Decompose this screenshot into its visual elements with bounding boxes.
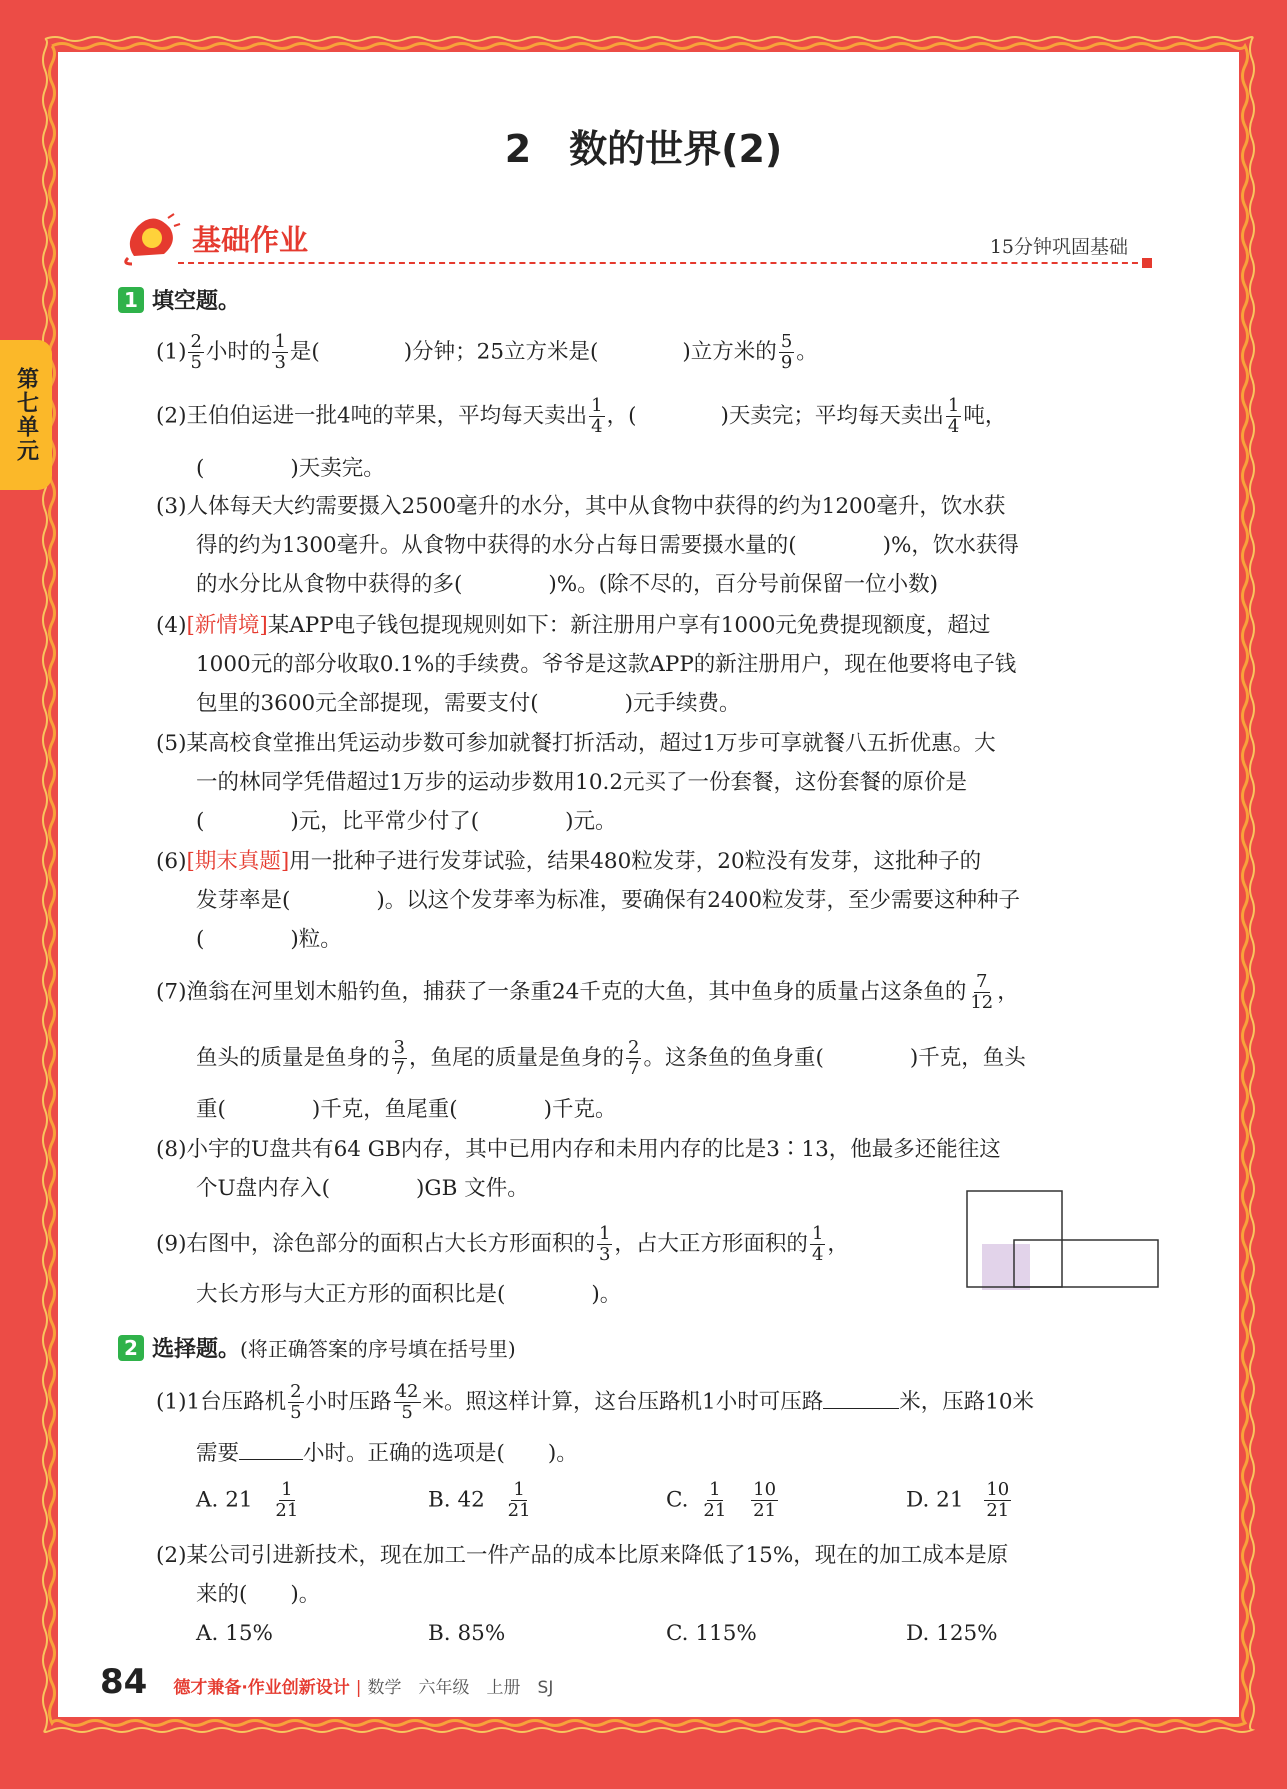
text: 。 — [796, 339, 818, 365]
shaded-overlap — [982, 1244, 1030, 1290]
numerator: 1 — [513, 1479, 525, 1500]
numerator: 1 — [709, 1479, 721, 1500]
page-title: 2 数的世界(2) — [504, 127, 783, 171]
q1-item-8-line-1: (8)小宇的U盘共有64 GB内存，其中已用内存和未用内存的比是3∶13，他最多还能往这 — [156, 1137, 1001, 1162]
fraction — [984, 1480, 1011, 1521]
fraction — [968, 972, 995, 1013]
text: 鱼头的质量是鱼身的 — [196, 1045, 390, 1071]
q1-item-5-line-2: 一的林同学凭借超过1万步的运动步数用10.2元买了一份套餐，这份套餐的原价是 — [196, 770, 968, 795]
option-a[interactable] — [196, 1480, 302, 1521]
denominator: 12 — [970, 992, 994, 1013]
denominator: 4 — [947, 416, 960, 437]
text: )天卖完；平均每天卖出 — [720, 403, 944, 429]
numerator: 2 — [290, 1381, 302, 1402]
text: )分钟；25立方米是( — [403, 339, 599, 365]
rectangle-square-diagram — [966, 1190, 1160, 1290]
fraction — [810, 1224, 825, 1265]
text: ， — [997, 979, 1019, 1005]
q1-item-8-line-2: 个U盘内存入( )GB 文件。 — [196, 1176, 529, 1201]
fraction — [701, 1480, 728, 1521]
fraction — [392, 1038, 407, 1079]
numerator: 10 — [753, 1479, 777, 1500]
fraction — [597, 1224, 612, 1265]
option-label: C. — [666, 1487, 689, 1513]
answer-blank[interactable] — [823, 1390, 899, 1409]
fraction — [506, 1480, 533, 1521]
q1-item-1 — [156, 332, 818, 373]
book-info: 数学 六年级 上册 SJ — [367, 1678, 554, 1698]
text: (6) — [156, 849, 187, 874]
denominator: 21 — [986, 1500, 1010, 1521]
q1-item-4-line-1 — [156, 609, 990, 643]
denominator: 9 — [780, 352, 793, 373]
numerator: 1 — [274, 331, 286, 352]
denominator: 21 — [507, 1500, 531, 1521]
section-subtitle: 15分钟巩固基础 — [989, 236, 1128, 258]
denominator: 5 — [290, 1402, 302, 1423]
text: 米，压路10米 — [899, 1389, 1035, 1415]
numerator: 1 — [598, 1223, 611, 1244]
text: 小时的 — [205, 339, 271, 365]
numerator: 10 — [986, 1479, 1010, 1500]
q1-item-3-line-2: 得的约为1300毫升。从食物中获得的水分占每日需要摄水量的( )%，饮水获得 — [196, 533, 1019, 558]
fraction — [273, 1480, 300, 1521]
text: ，占大正方形面积的 — [614, 1231, 808, 1257]
option-c[interactable] — [666, 1480, 780, 1521]
question-number: 2 — [118, 1335, 144, 1361]
q1-item-7-line-1 — [156, 972, 1019, 1013]
text: (1) — [156, 339, 187, 365]
footer-separator: | — [355, 1678, 362, 1698]
denominator: 7 — [627, 1058, 640, 1079]
text: 吨， — [963, 403, 1007, 429]
denominator: 4 — [591, 416, 603, 437]
text: ，( — [606, 403, 637, 429]
option-d[interactable] — [906, 1480, 1013, 1521]
fraction — [188, 332, 203, 373]
text: (9)右图中，涂色部分的面积占大长方形面积的 — [156, 1231, 595, 1257]
q2-item-1-line-1 — [156, 1382, 1034, 1423]
option-a[interactable]: A. 15% — [196, 1621, 273, 1646]
q2-item-1-line-2 — [196, 1437, 578, 1471]
fraction — [288, 1382, 303, 1423]
numerator: 1 — [947, 395, 960, 416]
denominator: 4 — [811, 1244, 824, 1265]
q1-item-6-line-3: ( )粒。 — [196, 927, 342, 952]
q1-item-3-line-3: 的水分比从食物中获得的多( )%。(除不尽的，百分号前保留一位小数) — [196, 572, 938, 597]
q1-item-9-line-2: 大长方形与大正方形的面积比是( )。 — [196, 1282, 622, 1307]
divider-end-mark — [1142, 258, 1152, 268]
text: (4) — [156, 613, 187, 638]
q1-item-7-line-2 — [196, 1038, 1026, 1079]
unit-tab: 第七单元 — [0, 340, 52, 490]
option-c[interactable]: C. 115% — [666, 1621, 757, 1646]
denominator: 21 — [703, 1500, 727, 1521]
option-label: A. 21 — [196, 1487, 253, 1513]
option-b[interactable]: B. 85% — [428, 1621, 506, 1646]
numerator: 3 — [393, 1037, 405, 1058]
bell-icon — [118, 212, 182, 268]
question-hint: (将正确答案的序号填在括号里) — [240, 1337, 516, 1361]
fraction — [394, 1382, 421, 1423]
numerator: 42 — [395, 1381, 419, 1402]
option-label: D. 21 — [906, 1487, 964, 1513]
option-d[interactable]: D. 125% — [906, 1621, 998, 1646]
text: 需要 — [196, 1441, 240, 1466]
fraction — [626, 1038, 641, 1079]
text: (7)渔翁在河里划木船钓鱼，捕获了一条重24千克的大鱼，其中鱼身的质量占这条鱼的 — [156, 979, 967, 1005]
page-number: 84 — [100, 1662, 148, 1702]
numerator: 2 — [627, 1037, 640, 1058]
q1-item-4-line-3: 包里的3600元全部提现，需要支付( )元手续费。 — [196, 691, 741, 716]
denominator: 21 — [753, 1500, 777, 1521]
new-scenario-tag: [新情境] — [186, 613, 268, 638]
denominator: 21 — [275, 1500, 299, 1521]
large-rectangle — [1014, 1240, 1158, 1287]
q2-item-2-line-1: (2)某公司引进新技术，现在加工一件产品的成本比原来降低了15%，现在的加工成本是原 — [156, 1543, 1009, 1568]
q1-item-5-line-3: ( )元，比平常少付了( )元。 — [196, 809, 617, 834]
fraction — [946, 396, 961, 437]
text: ，鱼尾的质量是鱼身的 — [408, 1045, 624, 1071]
section-title: 基础作业 — [192, 223, 309, 257]
fraction — [779, 332, 794, 373]
text: 某APP电子钱包提现规则如下：新注册用户享有1000元免费提现额度，超过 — [267, 613, 991, 638]
text: 米。照这样计算，这台压路机1小时可压路 — [422, 1389, 824, 1415]
text: ， — [827, 1231, 849, 1257]
question-title: 填空题。 — [152, 289, 241, 314]
numerator: 1 — [811, 1223, 824, 1244]
denominator: 7 — [393, 1058, 405, 1079]
text: 小时。正确的选项是( )。 — [303, 1441, 578, 1466]
numerator: 1 — [281, 1479, 293, 1500]
q1-item-2-line-2: ( )天卖完。 — [196, 456, 385, 481]
text: 是( — [289, 339, 320, 365]
q1-item-4-line-2: 1000元的部分收取0.1%的手续费。爷爷是这款APP的新注册用户，现在他要将电子钱 — [196, 652, 1017, 677]
q1-item-6-line-2: 发芽率是( )。以这个发芽率为标准，要确保有2400粒发芽，至少需要这种种子 — [196, 888, 1020, 913]
page-footer — [100, 1662, 553, 1702]
q1-item-3-line-1: (3)人体每天大约需要摄入2500毫升的水分，其中从食物中获得的约为1200毫升，饮水获 — [156, 494, 1006, 519]
exam-tag: [期末真题] — [186, 849, 290, 874]
numerator: 7 — [976, 971, 988, 992]
text: (1)1台压路机 — [156, 1389, 287, 1415]
section-header — [118, 212, 1158, 272]
question-2-heading — [118, 1332, 516, 1363]
answer-blank[interactable] — [239, 1441, 303, 1460]
q2-item-2-line-2: 来的( )。 — [196, 1582, 321, 1607]
denominator: 5 — [190, 352, 202, 373]
denominator: 3 — [598, 1244, 611, 1265]
question-1-heading — [118, 284, 240, 315]
numerator: 5 — [780, 331, 793, 352]
denominator: 5 — [401, 1402, 413, 1423]
fraction — [589, 396, 604, 437]
option-label: B. 42 — [428, 1487, 485, 1513]
numerator: 1 — [591, 395, 603, 416]
text: 小时压路 — [305, 1389, 392, 1415]
q1-item-2 — [156, 396, 1006, 437]
option-b[interactable] — [428, 1480, 535, 1521]
fraction — [272, 332, 287, 373]
denominator: 3 — [274, 352, 286, 373]
text: 。这条鱼的鱼身重( )千克，鱼头 — [643, 1045, 1026, 1071]
question-title: 选择题。 — [152, 1337, 241, 1362]
numerator: 2 — [190, 331, 202, 352]
q1-item-6-line-1 — [156, 845, 981, 879]
q1-item-9-line-1 — [156, 1224, 849, 1265]
text: (2)王伯伯运进一批4吨的苹果，平均每天卖出 — [156, 403, 588, 429]
question-number: 1 — [118, 287, 144, 313]
section-divider — [178, 262, 1148, 264]
q1-item-7-line-3: 重( )千克，鱼尾重( )千克。 — [196, 1097, 617, 1122]
text: )立方米的 — [682, 339, 777, 365]
book-brand: 德才兼备·作业创新设计 — [173, 1678, 350, 1698]
fraction — [751, 1480, 778, 1521]
q1-item-5-line-1: (5)某高校食堂推出凭运动步数可参加就餐打折活动，超过1万步可享就餐八五折优惠。大 — [156, 731, 996, 756]
text: 用一批种子进行发芽试验，结果480粒发芽，20粒没有发芽，这批种子的 — [289, 849, 982, 874]
